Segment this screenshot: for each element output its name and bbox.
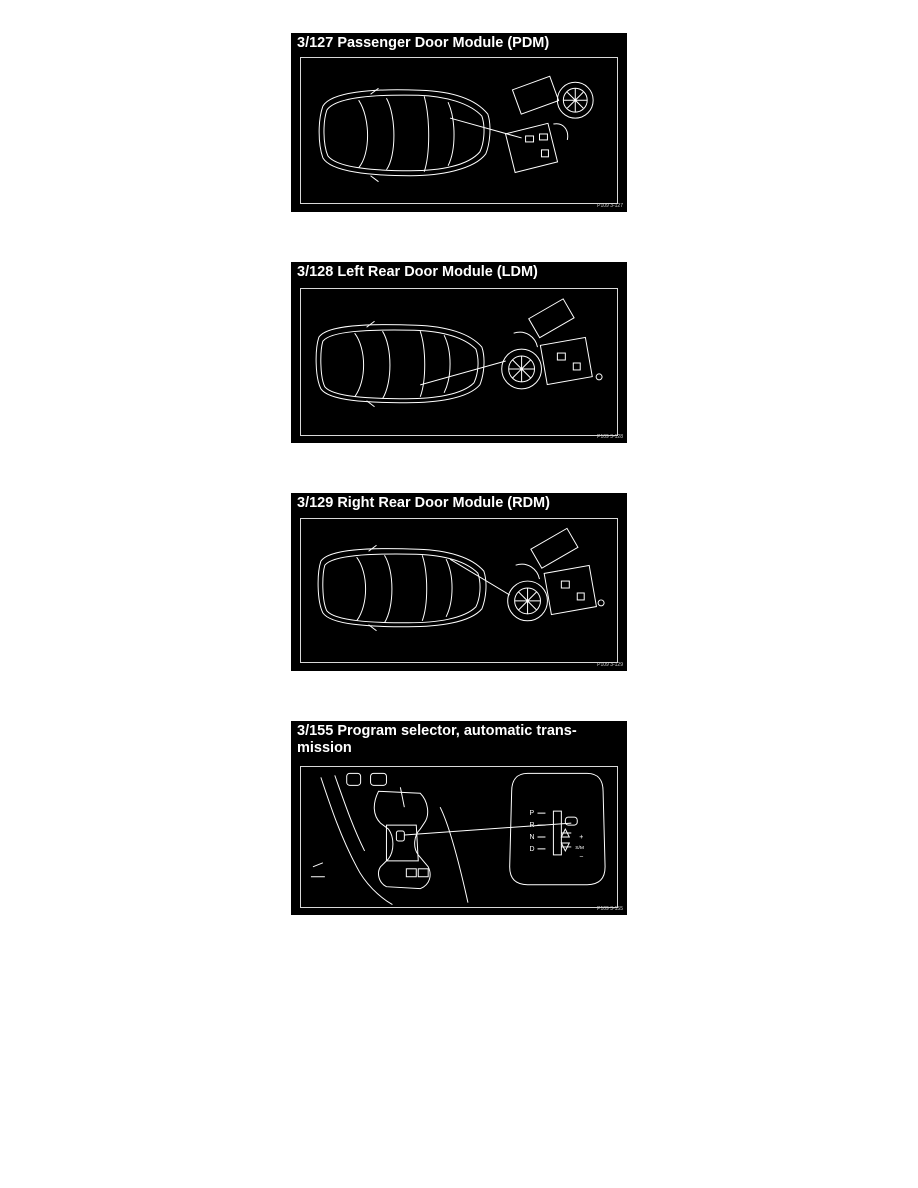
car-and-module-illustration	[301, 58, 617, 203]
selector-n-label: N	[529, 833, 535, 841]
selector-p-label: P	[529, 810, 535, 818]
figure-title: 3/128 Left Rear Door Module (LDM)	[297, 264, 538, 280]
selector-d-label: D	[529, 845, 535, 853]
car-and-module-illustration	[301, 289, 617, 435]
figure-code: P109 3-155	[597, 906, 623, 912]
selector-plate	[510, 773, 605, 884]
figure-code: P109 3-127	[597, 203, 623, 209]
figure-passenger-door-module	[291, 33, 627, 212]
selector-r-label: R	[529, 822, 535, 830]
car-and-module-illustration	[301, 519, 617, 662]
figure-frame	[300, 766, 618, 908]
figure-title: 3/127 Passenger Door Module (PDM)	[297, 35, 550, 51]
figure-frame	[300, 288, 618, 436]
figure-code: P109 3-128	[597, 434, 623, 440]
car-outline	[318, 549, 486, 627]
selector-sm-label: S/M	[575, 845, 585, 851]
figure-right-rear-door-module	[291, 493, 627, 671]
selector-illustration	[301, 767, 617, 907]
car-outline	[316, 325, 484, 403]
selector-minus-label: −	[579, 853, 584, 861]
figure-frame	[300, 57, 618, 204]
selector-plus-label: +	[579, 833, 584, 841]
figure-program-selector	[291, 721, 627, 915]
figure-title: 3/155 Program selector, automatic trans- mission	[297, 723, 577, 756]
figure-title: 3/129 Right Rear Door Module (RDM)	[297, 495, 550, 511]
figure-frame	[300, 518, 618, 663]
figure-code: P109 3-129	[597, 662, 623, 668]
figure-left-rear-door-module	[291, 262, 627, 443]
